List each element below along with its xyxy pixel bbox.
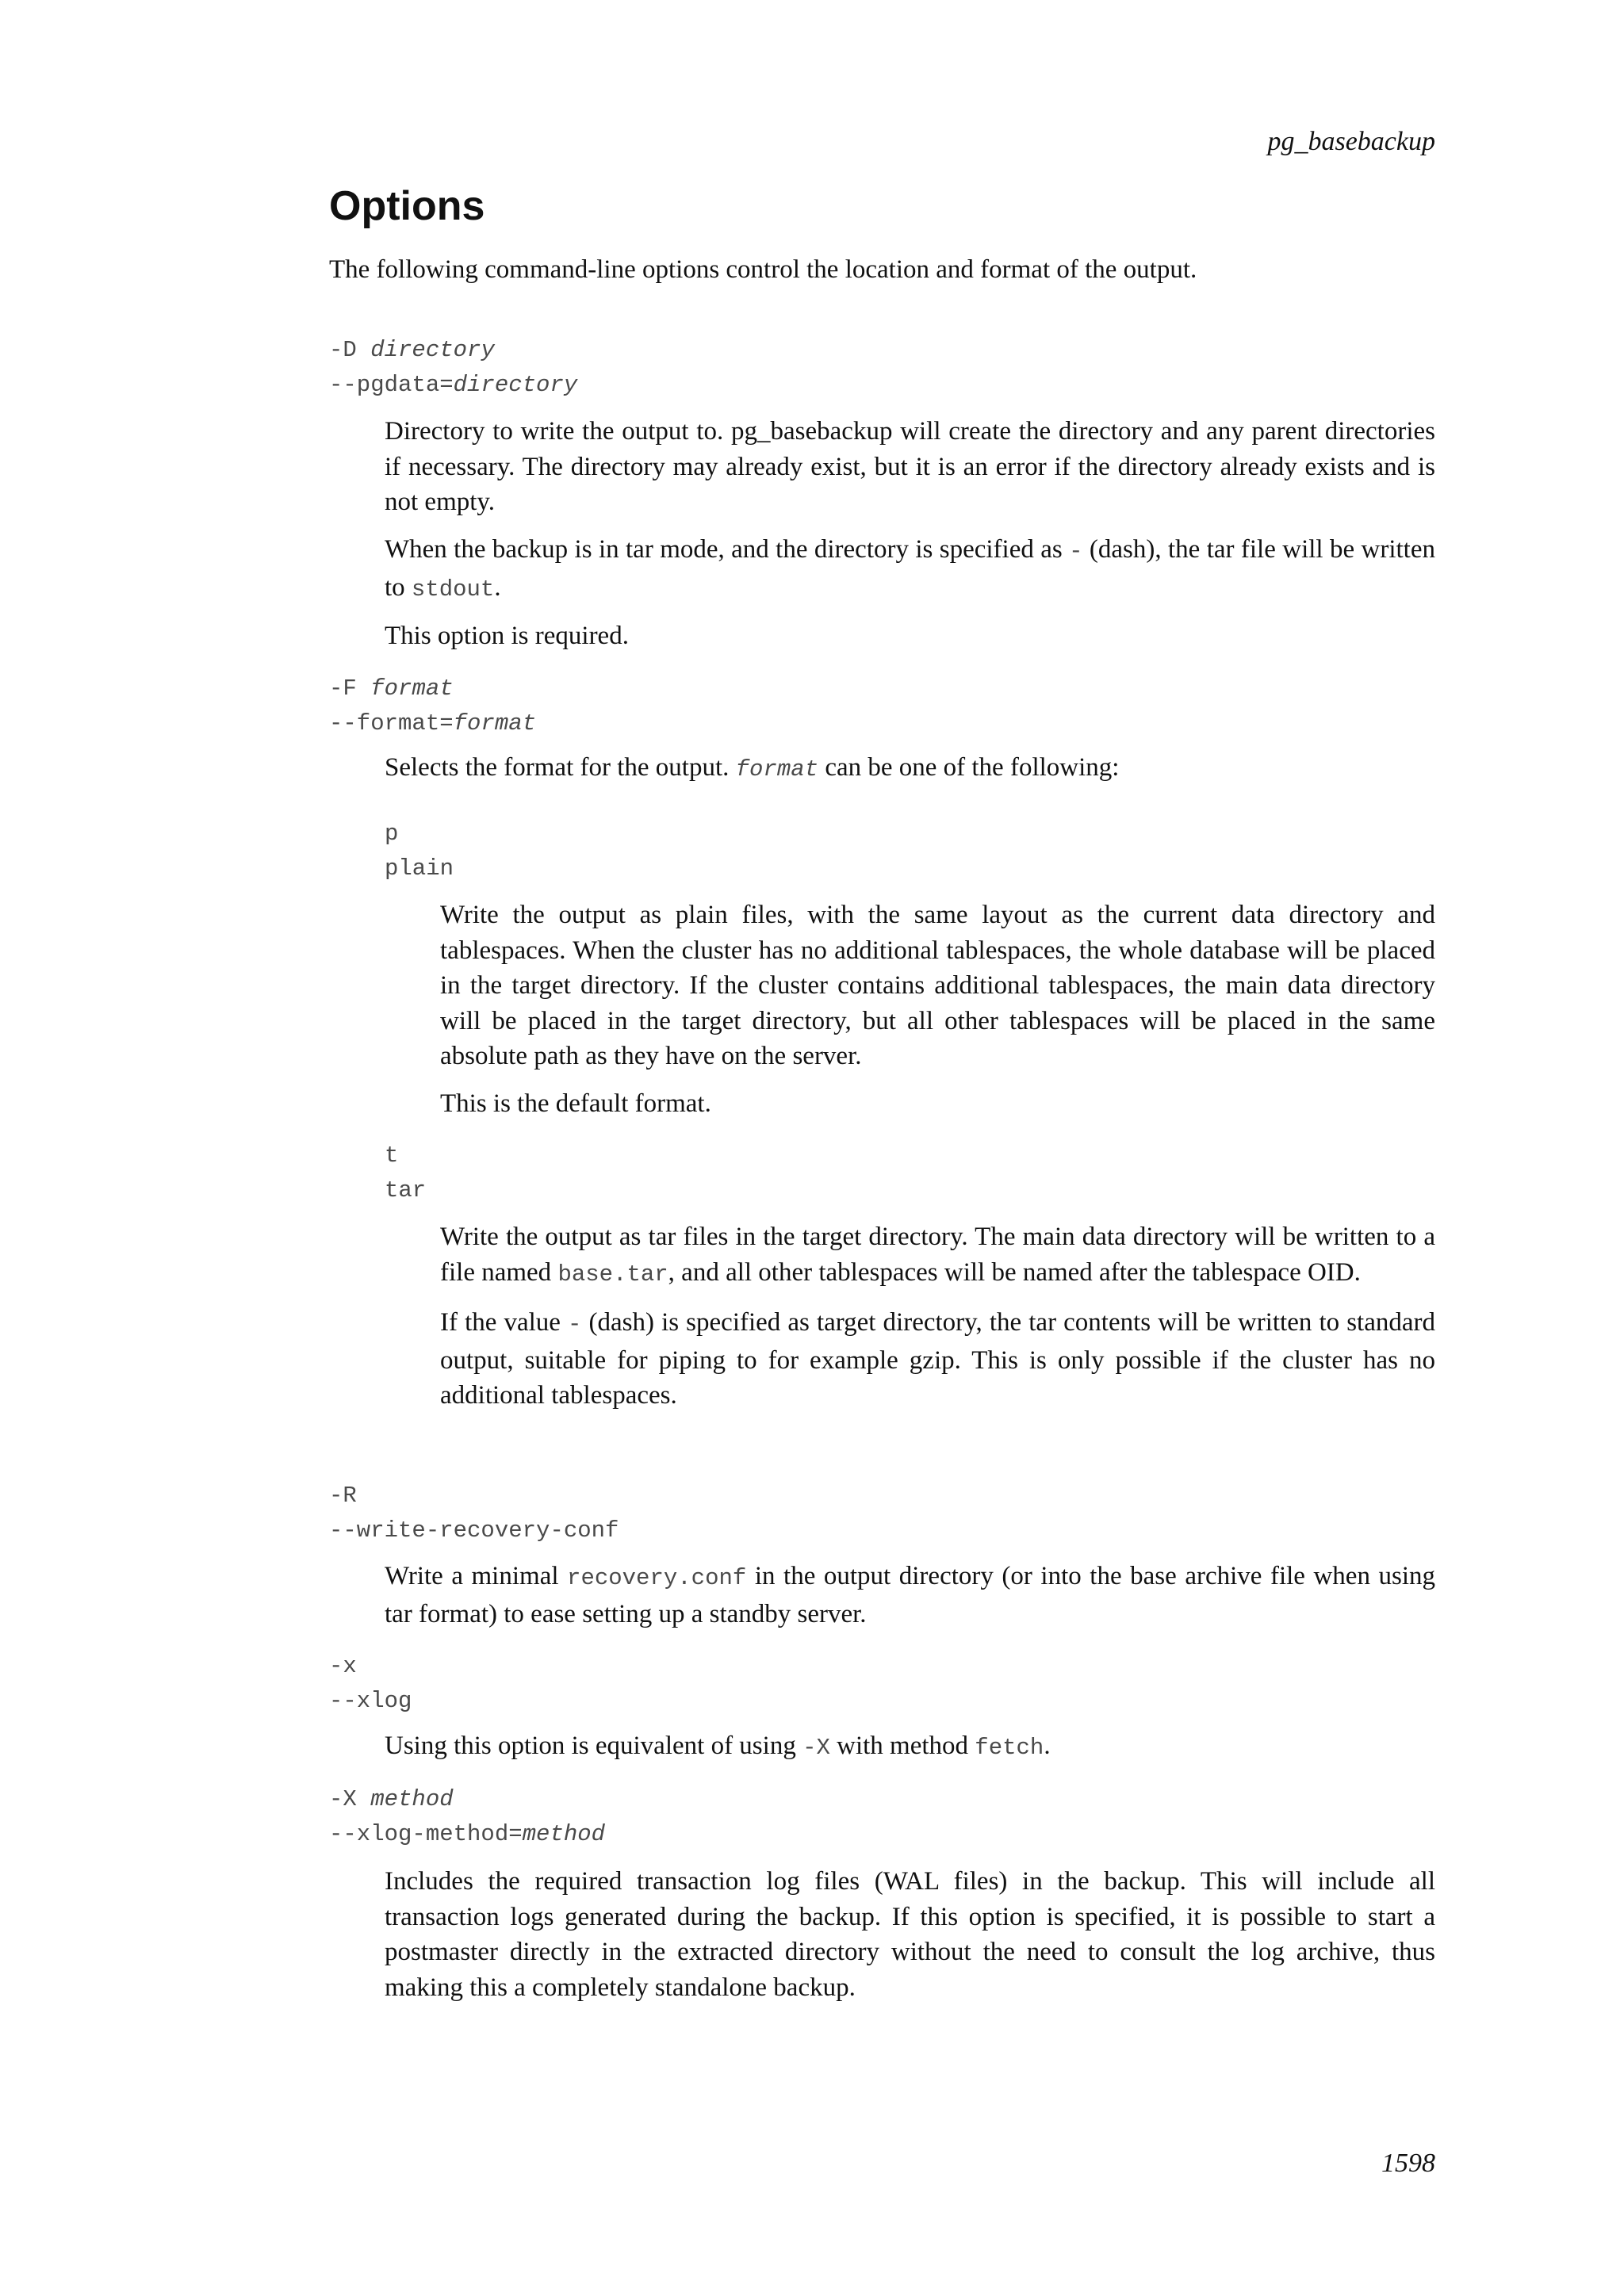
option-description: Write a minimal recovery.conf in the output directory (or into the base archive file when using tar format) to ease setting up a standby server. [385, 1562, 1435, 1628]
section-title: Options [329, 183, 485, 229]
option-short-line: -F format [329, 675, 454, 702]
option-term-format [329, 672, 536, 741]
option-term-pgdata [329, 333, 577, 403]
format-term-tar: t tar [385, 1142, 427, 1203]
section-intro: The following command-line options control the location and format of the output. [329, 255, 1197, 284]
option-description: Using this option is equivalent of using -X with method fetch. [385, 1732, 1051, 1761]
option-term-write-recovery-conf: -R --write-recovery-conf [329, 1483, 619, 1544]
format-description: If the value - (dash) is specified as target directory, the tar contents will be written to standard output, suitable for piping to for example gzip. This is only possible if the cluster has no additional tablespaces. [440, 1308, 1435, 1410]
option-description: When the backup is in tar mode, and the directory is specified as - (dash), the tar file will be written to stdout. [385, 535, 1435, 603]
format-description: This is the default format. [440, 1089, 711, 1118]
option-long-line: --xlog-method=method [329, 1821, 606, 1847]
format-description: Write the output as tar files in the target directory. The main data directory will be written to a file named base.tar, and all other tablespaces will be named after the tablespace OID. [440, 1223, 1435, 1288]
option-description: Selects the format for the output. format can be one of the following: [385, 753, 1120, 783]
option-long-line: --format=format [329, 710, 537, 737]
option-long-line: --pgdata=directory [329, 372, 578, 398]
option-term-xlog-method [329, 1782, 605, 1852]
option-description: Directory to write the output to. pg_basebackup will create the directory and any parent directories if necessary. The directory may already exist, but it is an error if the directory already exists and is not empty. [385, 417, 1435, 516]
option-short-line: -D directory [329, 337, 495, 363]
format-term-plain: p plain [385, 821, 454, 882]
option-short-line: -X method [329, 1786, 454, 1812]
page-number: 1598 [1381, 2149, 1435, 2178]
option-description: Includes the required transaction log files (WAL files) in the backup. This will include all transaction logs generated during the backup. If this option is specified, it is possible to start a postmaster directly in the extracted directory without the need to consult the log archive, thus making this a completely standalone backup. [385, 1867, 1435, 2002]
option-description: This option is required. [385, 622, 629, 650]
format-description: Write the output as plain files, with the same layout as the current data directory and tablespaces. When the cluster has no additional tablespaces, the whole database will be placed in the target directory. If the cluster contains additional tablespaces, the main data directory will be placed in the target directory, but all other tablespaces will be placed in the same absolute path as they have on the server. [440, 901, 1435, 1070]
running-header: pg_basebackup [1267, 127, 1435, 156]
option-term-xlog: -x --xlog [329, 1653, 412, 1714]
